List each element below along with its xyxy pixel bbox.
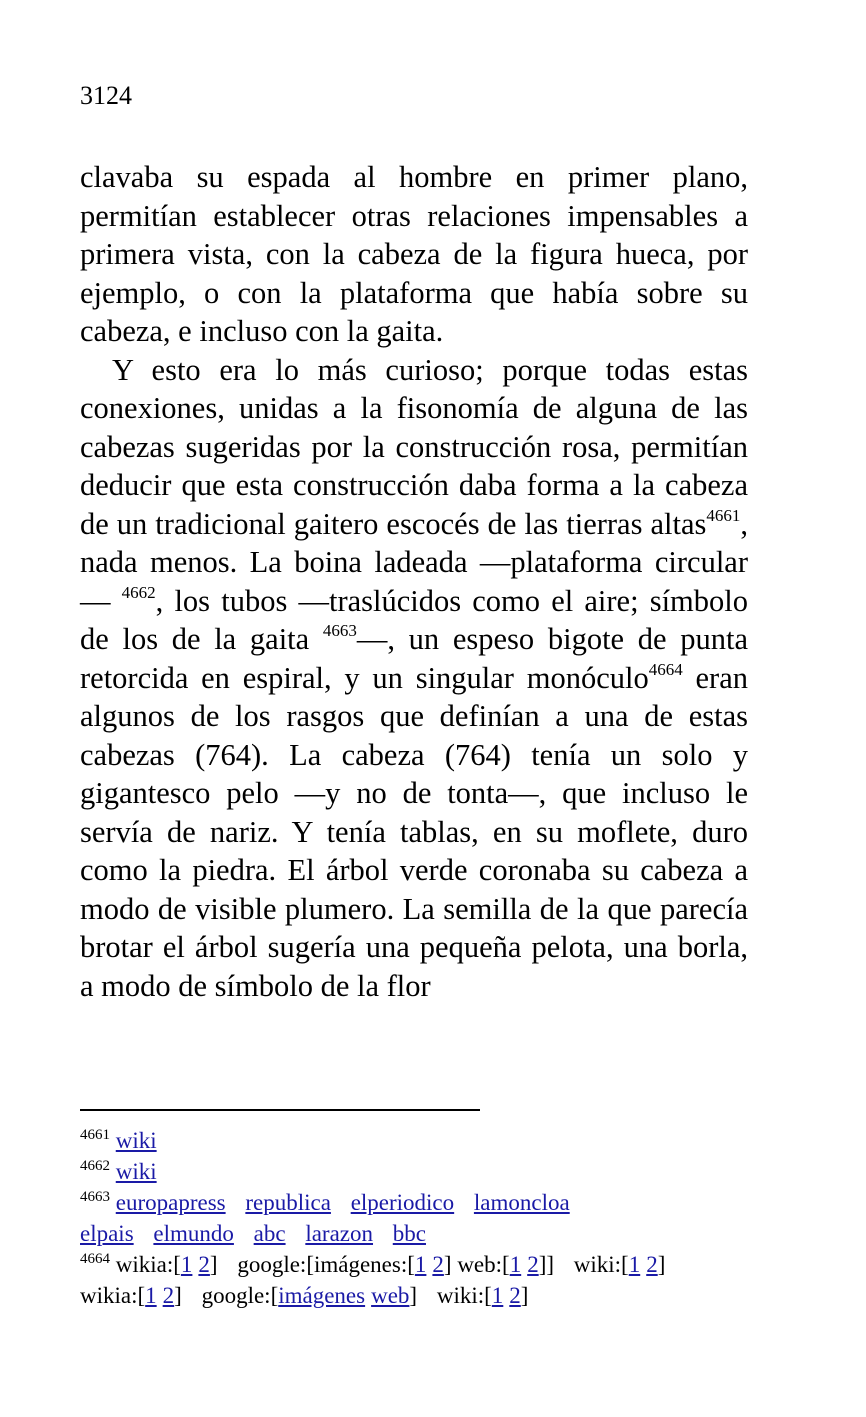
footnotes xyxy=(80,1125,760,1311)
footnote-4661 xyxy=(80,1125,760,1156)
wiki-link-2[interactable]: 2 xyxy=(509,1283,521,1308)
wiki-label: wiki:[ xyxy=(573,1252,629,1277)
footnote-ref-4661[interactable]: 4661 xyxy=(706,505,741,525)
wiki-link-2[interactable]: 2 xyxy=(646,1252,658,1277)
footnote-divider xyxy=(80,1109,480,1111)
wiki-link-1[interactable]: 1 xyxy=(491,1283,504,1308)
bracket: ] xyxy=(209,1252,218,1277)
footnote-4663 xyxy=(80,1187,760,1218)
paragraph-2-part-d: —, un espeso bigote de punta retorcida en espiral, y un singular monóculo xyxy=(80,622,749,695)
google-label: google:[ xyxy=(201,1283,279,1308)
web-link-2[interactable]: 2 xyxy=(527,1252,539,1277)
footnote-number: 4663 xyxy=(80,1189,110,1205)
page-number: 3124 xyxy=(80,81,132,110)
footnote-4664-continued xyxy=(80,1280,760,1311)
wikia-link-1[interactable]: 1 xyxy=(180,1252,193,1277)
footnote-number: 4661 xyxy=(80,1127,110,1143)
link-bbc[interactable]: bbc xyxy=(392,1221,426,1246)
link-europapress[interactable]: europapress xyxy=(115,1190,226,1215)
link-larazon[interactable]: larazon xyxy=(305,1221,374,1246)
footnote-ref-4663[interactable]: 4663 xyxy=(322,621,357,640)
bracket: ]] xyxy=(538,1252,555,1277)
web-link-1[interactable]: 1 xyxy=(509,1252,522,1277)
google-web-link[interactable]: web xyxy=(371,1283,410,1308)
body-text xyxy=(80,158,748,1005)
bracket: ] xyxy=(174,1283,182,1308)
wiki-label: wiki:[ xyxy=(436,1283,492,1308)
footnote-4663-continued xyxy=(80,1218,760,1249)
paragraph-1: clavaba su espada al hombre en primer plano, permitían establecer otras relaciones impensables a primera vista, con la cabeza de la figura hueca, por ejemplo, o con la plataforma que había sobre su cabeza, e incluso con la gaita. xyxy=(80,160,748,348)
paragraph-2 xyxy=(80,351,748,1006)
wikia-link-2[interactable]: 2 xyxy=(162,1283,175,1308)
footnote-ref-4662[interactable]: 4662 xyxy=(121,582,156,602)
google-images-link[interactable]: imágenes xyxy=(278,1283,366,1308)
footnote-ref-4664[interactable]: 4664 xyxy=(648,659,683,679)
google-images-link-2[interactable]: 2 xyxy=(432,1252,444,1277)
footnote-link-wiki[interactable]: wiki xyxy=(115,1128,157,1153)
footnote-link-wiki[interactable]: wiki xyxy=(115,1159,157,1184)
footnote-number: 4662 xyxy=(80,1158,110,1174)
google-images-label: google:[imágenes:[ xyxy=(237,1252,415,1277)
bracket: ] xyxy=(657,1252,666,1277)
link-elmundo[interactable]: elmundo xyxy=(153,1221,234,1246)
link-lamoncloa[interactable]: lamoncloa xyxy=(473,1190,570,1215)
paragraph-2-part-c: , los tubos —traslúcidos como el aire; símbolo de los de la gaita xyxy=(80,583,749,656)
bracket: ] xyxy=(443,1252,452,1277)
wikia-link-1[interactable]: 1 xyxy=(145,1283,157,1308)
footnote-number: 4664 xyxy=(80,1251,110,1267)
link-abc[interactable]: abc xyxy=(253,1221,286,1246)
link-elperiodico[interactable]: elperiodico xyxy=(350,1190,455,1215)
wikia-label: wikia:[ xyxy=(115,1252,181,1277)
footnote-4662 xyxy=(80,1156,760,1187)
web-label: web:[ xyxy=(457,1252,510,1277)
link-elpais[interactable]: elpais xyxy=(80,1221,134,1246)
link-republica[interactable]: republica xyxy=(245,1190,331,1215)
footnote-4664 xyxy=(80,1249,760,1280)
bracket: ] xyxy=(520,1283,529,1308)
paragraph-2-part-e: eran algunos de los rasgos que definían a una de estas cabezas (764). La cabeza (764) tenía un solo y gigantesco pelo —y no de tonta—, que incluso le servía de nariz. Y tenía tablas, en su moflete, duro como la piedra. El árbol verde coronaba su cabeza a modo de visible plumero. La semilla de la que parecía brotar el árbol sugería una pequeña pelota, una borla, a modo de símbolo de la flor xyxy=(80,660,748,1003)
paragraph-2-part-a: Y esto era lo más curioso; porque todas estas conexiones, unidas a la fisonomía de alguna de las cabezas sugeridas por la construcción rosa, permitían deducir que esta construcción daba forma a la cabeza de un tradicional gaitero escocés de las tierras altas xyxy=(80,352,748,541)
google-images-link-1[interactable]: 1 xyxy=(414,1252,427,1277)
wikia-link-2[interactable]: 2 xyxy=(198,1252,210,1277)
bracket: ] xyxy=(409,1283,418,1308)
wiki-link-1[interactable]: 1 xyxy=(628,1252,641,1277)
wikia-label: wikia:[ xyxy=(80,1283,146,1308)
paragraph-2-part-b: , nada menos. La boina ladeada —plataforma circular— xyxy=(80,506,748,618)
